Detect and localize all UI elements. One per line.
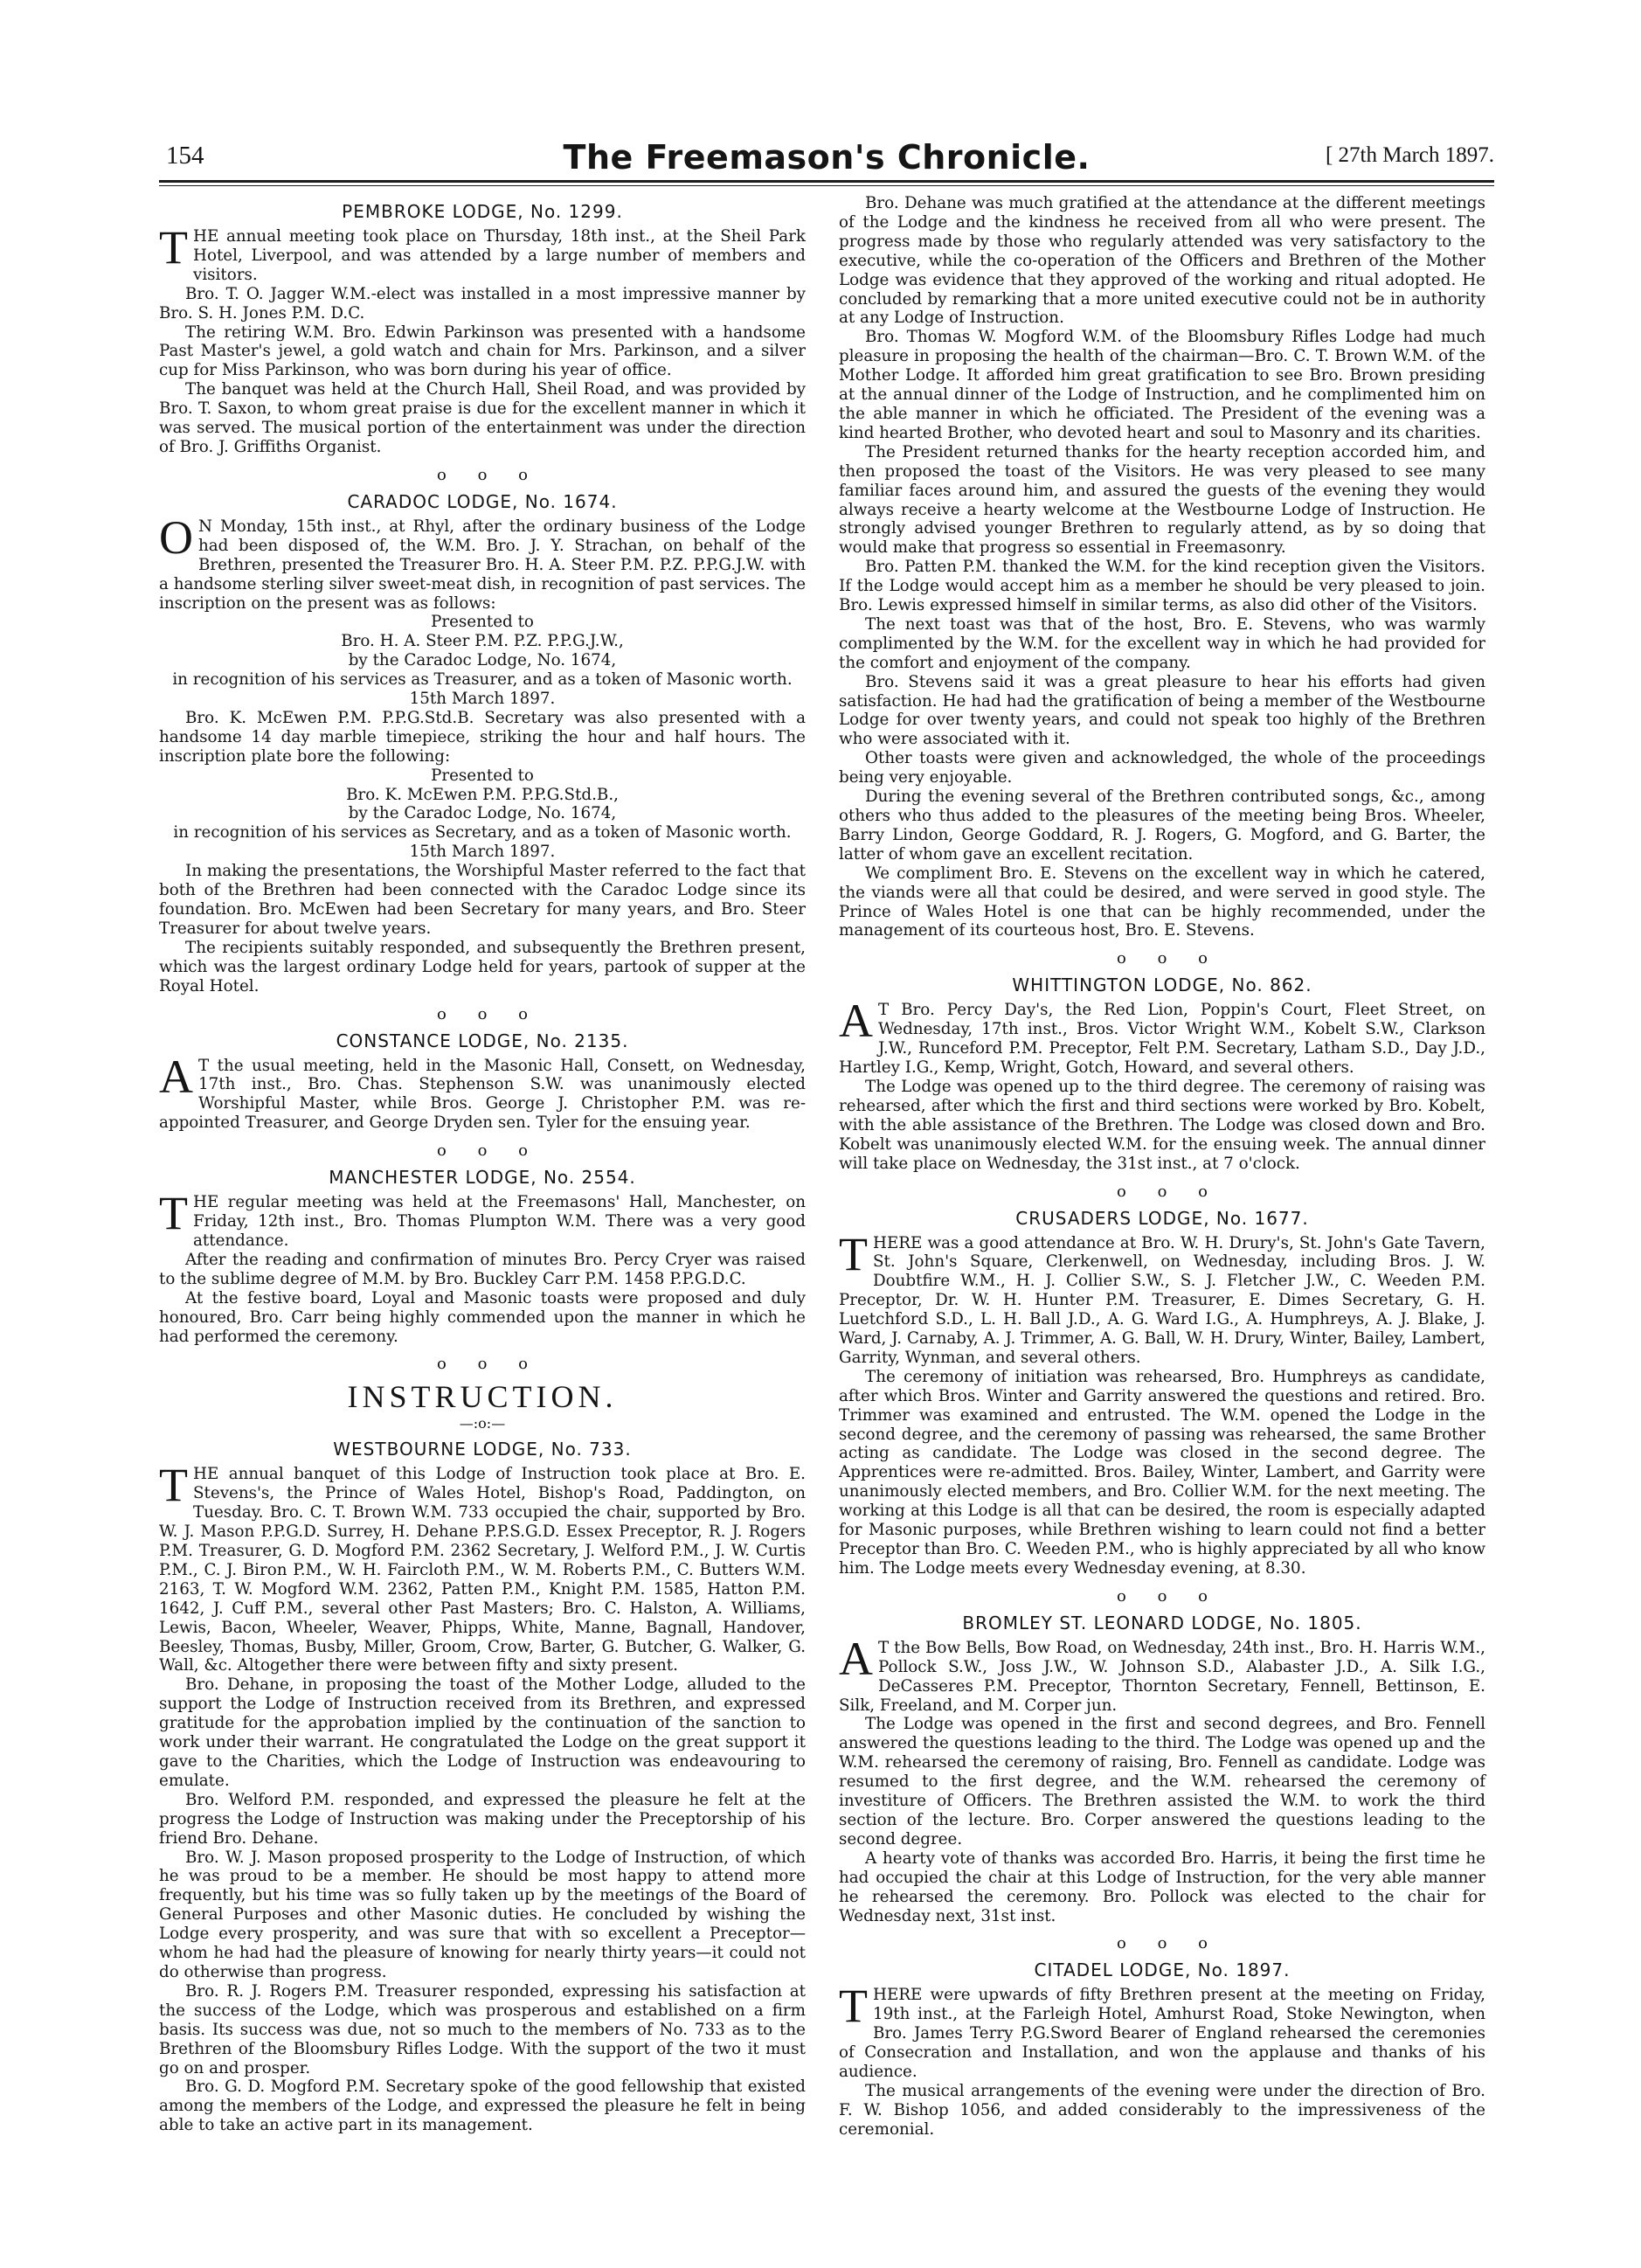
drop-cap: O (159, 510, 193, 564)
inscription-line: in recognition of his services as Treasurer, and as a token of Masonic worth. (172, 670, 793, 690)
inscription-line: 15th March 1897. (409, 843, 556, 862)
article-paragraph: Bro. Dehane was much gratified at the attendance at the different meetings of the Lodge and the kindness he received from all who were present. The progress made by those who regularly attended was very satisfactory to the executive, while the co-operation of the Officers and Brethren of the Mother Lodge was evidence that they approved of the working and ritual adopted. He concluded by remarking that a more united executive could not be in authority at any Lodge of Instruction. (839, 194, 1485, 328)
article-paragraph: After the reading and confirmation of minutes Bro. Percy Cryer was raised to the sublime degree of M.M. by Bro. Buckley Carr P.M. 1458 P.P.G.D.C. (159, 1250, 806, 1288)
article-paragraph: The Lodge was opened up to the third degree. The ceremony of raising was rehearsed, after which the first and third sections were worked by Bro. Kobelt, with the able assistance of the Brethren. The Lodge was closed down and Bro. Kobelt was unanimously elected W.M. for the ensuing week. The annual dinner will take place on Wednesday, the 31st inst., at 7 o'clock. (839, 1077, 1485, 1173)
section-separator: o o o (437, 465, 528, 484)
article-paragraph: The recipients suitably responded, and subsequently the Brethren present, which was the largest ordinary Lodge held for years, partook of supper at the Royal Hotel. (159, 938, 806, 995)
article-paragraph: The Lodge was opened in the first and second degrees, and Bro. Fennell answered the questions leading to the third. The Lodge was opened up and the W.M. rehearsed the ceremony of raising, Bro. Fennell as candidate. Lodge was resumed to the first degree, and the W.M. rehearsed the ceremony of investiture of Officers. The Brethren assisted the W.M. to work the third section of the lecture. Bro. Corper answered the questions leading to the second degree. (839, 1715, 1485, 1848)
article-paragraph: THE regular meeting was held at the Freemasons' Hall, Manchester, on Friday, 12th inst., Bro. Thomas Plumpton W.M. There was a very good attendance. (159, 1187, 806, 1250)
article-paragraph: THE annual meeting took place on Thursday, 18th inst., at the Sheil Park Hotel, Liverpool, and was attended by a large number of members and visitors. (159, 221, 806, 284)
article-paragraph: A T Bro. Percy Day's, the Red Lion, Poppin's Court, Fleet Street, on Wednesday, 17th inst., Bros. Victor Wright W.M., Kobelt S.W., Clarkson J.W., Runceford P.M. Preceptor, Felt P.M. Secretary, Latham S.D., Day J.D., Hartley I.G., Kemp, Wright, Gotch, Howard, and several others. (839, 995, 1485, 1078)
article-paragraph: Bro. Dehane, in proposing the toast of the Mother Lodge, alluded to the support the Lodge of Instruction received from its Brethren, and expressed gratitude for the approbation implied by the continuation of the sanction to work under their warrant. He congratulated the Lodge on the great support it gave to the Charities, which the Lodge of Instruction was endeavouring to emulate. (159, 1675, 806, 1790)
inscription-line: Bro. K. McEwen P.M. P.P.G.Std.B., (346, 785, 619, 804)
citadel-heading: CITADEL LODGE, No. 1897. (1034, 1959, 1291, 1981)
article-paragraph: We compliment Bro. E. Stevens on the excellent way in which he catered, the viands were all that could be desired, and were served in good style. The Prince of Wales Hotel is one that can be highly recommended, under the management of its courteous host, Bro. E. Stevens. (839, 864, 1485, 940)
article-paragraph: O N Monday, 15th inst., at Rhyl, after the ordinary business of the Lodge had been disposed of, the W.M. Bro. J. Y. Strachan, on behalf of the Brethren, presented the Treasurer Bro. H. A. Steer P.M. P.Z. P.P.G.J.W. with a handsome sterling silver sweet-meat dish, in recognition of past services. The inscription on the present was as follows: (159, 510, 807, 613)
inscription-line: Bro. H. A. Steer P.M. P.Z. P.P.G.J.W., (341, 632, 624, 651)
article-paragraph: The President returned thanks for the hearty reception accorded him, and then proposed the toast of the Visitors. He was very pleased to see many familiar faces around him, and assured the guests of the evening they would always receive a hearty welcome at the Westbourne Lodge of Instruction. He strongly advised younger Brethren to regularly attend, as by so doing that would make that progress so essential in Freemasonry. (839, 442, 1485, 558)
right-column (839, 194, 1485, 2140)
issue-date: [ 27th March 1897. (1325, 143, 1494, 167)
article-paragraph: Bro. W. J. Mason proposed prosperity to the Lodge of Instruction, of which he was proud to be a member. He should be most happy to attend more frequently, but his time was so fully taken up by the meetings of the Board of General Purposes and other Masonic duties. He concluded by wishing the Lodge every prosperity, and was sure that with so excellent a Preceptor—whom he had had the pleasure of knowing for nearly thirty years—it could not do otherwise than progress. (159, 1848, 806, 1981)
drop-cap: T (839, 1980, 868, 2033)
drop-cap: T (159, 221, 188, 274)
westbourne-heading: WESTBOURNE LODGE, No. 733. (333, 1439, 632, 1460)
page-number: 154 (166, 142, 204, 170)
article-paragraph: A T the usual meeting, held in the Masonic Hall, Consett, on Wednesday, 17th inst., Bro. Chas. Stephenson S.W. was unanimously elected Worshipful Master, while Bros. George J. Christopher P.M. was re-appointed Treasurer, and George Dryden sen. Tyler for the ensuing year. (159, 1050, 806, 1133)
article-paragraph: The retiring W.M. Bro. Edwin Parkinson was presented with a handsome Past Master's jewel, a gold watch and chain for Mrs. Parkinson, and a silver cup for Miss Parkinson, who was born during his year of office. (159, 323, 806, 380)
article-paragraph: In making the presentations, the Worshipful Master referred to the fact that both of the Brethren had been connected with the Caradoc Lodge since its foundation. Bro. McEwen had been Secretary for many years, and Bro. Steer Treasurer for about twelve years. (159, 862, 806, 938)
article-paragraph: At the festive board, Loyal and Masonic toasts were proposed and duly honoured, Bro. Carr being highly commended upon the manner in which he had performed the ceremony. (159, 1288, 806, 1346)
section-separator: o o o (437, 1141, 528, 1161)
section-separator: o o o (1117, 1182, 1208, 1201)
instruction-ornament: —:o:— (459, 1415, 506, 1432)
article-paragraph: Bro. Welford P.M. responded, and expressed the pleasure he felt at the progress the Lodge of Instruction was making under the Preceptorship of his friend Bro. Dehane. (159, 1790, 806, 1848)
article-paragraph: Bro. Stevens said it was a great pleasure to hear his efforts had given satisfaction. He had had the gratification of being a member of the Westbourne Lodge for over twenty years, and could not speak too highly of the Brethren who were associated with it. (839, 672, 1485, 749)
inscription-line: in recognition of his services as Secretary, and as a token of Masonic worth. (173, 823, 792, 843)
inscription-line: 15th March 1897. (409, 690, 556, 709)
inscription-line: Presented to (431, 766, 534, 785)
page-header (159, 140, 1494, 178)
article-paragraph: Bro. T. O. Jagger W.M.-elect was installed in a most impressive manner by Bro. S. H. Jones P.M. D.C. (159, 284, 806, 323)
article-paragraph: A T the Bow Bells, Bow Road, on Wednesday, 24th inst., Bro. H. Harris W.M., Pollock S.W., Joss J.W., W. Johnson S.D., Alabaster J.D., A. Silk I.G., DeCasseres P.M. Preceptor, Thornton Secretary, Fennell, Bettinson, E. Silk, Freeland, and M. Corper jun. (839, 1632, 1485, 1715)
article-paragraph: Other toasts were given and acknowledged, the whole of the proceedings being very enjoyable. (839, 749, 1485, 787)
instruction-title: INSTRUCTION. (347, 1379, 618, 1415)
article-paragraph: The musical arrangements of the evening were under the direction of Bro. F. W. Bishop 1056, and added considerably to the impressiveness of the ceremonial. (839, 2081, 1485, 2139)
section-separator: o o o (1117, 1934, 1208, 1953)
drop-cap: A (839, 995, 873, 1048)
section-separator: o o o (437, 1004, 528, 1023)
article-paragraph: During the evening several of the Brethren contributed songs, &c., among others who thus added to the pleasures of the meeting being Bros. Wheeler, Barry Lindon, George Goddard, R. J. Rogers, G. Mogford, and G. Barter, the latter of whom gave an excellent recitation. (839, 787, 1485, 864)
drop-cap: A (159, 1050, 193, 1103)
bromley-heading: BROMLEY ST. LEONARD LODGE, No. 1805. (962, 1612, 1362, 1633)
crusaders-heading: CRUSADERS LODGE, No. 1677. (1015, 1207, 1309, 1229)
article-paragraph: Bro. K. McEwen P.M. P.P.G.Std.B. Secretary was also presented with a handsome 14 day marble timepiece, striking the hour and half hours. The inscription plate bore the following: (159, 708, 806, 766)
article-paragraph: Bro. Patten P.M. thanked the W.M. for the kind reception given the Visitors. If the Lodge would accept him as a member he should be very pleased to join. Bro. Lewis expressed himself in similar terms, as also did other of the Visitors. (839, 558, 1485, 615)
article-paragraph: The banquet was held at the Church Hall, Sheil Road, and was provided by Bro. T. Saxon, to whom great praise is due for the excellent manner in which it was served. The musical portion of the entertainment was under the direction of Bro. J. Griffiths Organist. (159, 380, 806, 456)
article-paragraph: The next toast was that of the host, Bro. E. Stevens, who was warmly complimented by the W.M. for the excellent way in which he had provided for the comfort and enjoyment of the company. (839, 614, 1485, 672)
drop-cap: T (839, 1227, 868, 1280)
header-rule-thin (159, 185, 1494, 186)
caradoc-heading: CARADOC LODGE, No. 1674. (347, 490, 618, 512)
pembroke-heading: PEMBROKE LODGE, No. 1299. (342, 201, 623, 222)
article-paragraph: Bro. R. J. Rogers P.M. Treasurer responded, expressing his satisfaction at the success of the Lodge, which was prosperous and established on a firm basis. Its success was due, not so much to the members of No. 733 as to the Brethren of the Bloomsbury Rifles Lodge. With the support of the two it must go on and prosper. (159, 1981, 806, 2077)
section-separator: o o o (437, 1355, 528, 1374)
article-paragraph: THE annual banquet of this Lodge of Instruction took place at Bro. E. Stevens's, the Prince of Wales Hotel, Bishop's Road, Paddington, on Tuesday. Bro. C. T. Brown W.M. 733 occupied the chair, supported by Bro. W. J. Mason P.P.G.D. Surrey, H. Dehane P.P.S.G.D. Essex Preceptor, R. J. Rogers P.M. Treasurer, G. D. Mogford P.M. 2362 Secretary, J. Welford P.M., J. W. Curtis P.M., C. J. Biron P.M., W. H. Faircloth P.M., W. M. Roberts P.M., C. Butters W.M. 2163, T. W. Mogford W.M. 2362, Patten P.M., Knight P.M. 1585, Hatton P.M. 1642, J. Cuff P.M., several other Past Masters; Bro. C. Halston, A. Williams, Lewis, Bacon, Wheeler, Weaver, Phipps, White, Manne, Bagnall, Handover, Beesley, Thomas, Busby, Miller, Groom, Crow, Barter, G. Butcher, G. Walker, G. Wall, &c. Altogether there were between fifty and sixty present. (159, 1459, 806, 1675)
manchester-heading: MANCHESTER LODGE, No. 2554. (329, 1167, 636, 1189)
drop-cap: T (159, 1187, 188, 1240)
article-paragraph: The ceremony of initiation was rehearsed, Bro. Humphreys as candidate, after which Bros. Winter and Garrity answered the questions and retired. Bro. Trimmer was examined and entrusted. The W.M. opened the Lodge in the second degree, and the ceremony of passing was rehearsed, the same Brother acting as candidate. The Lodge was closed in the second degree. The Apprentices were re-admitted. Bros. Bailey, Winter, Lambert, and Garrity were unanimously elected members, and Bro. Collier W.M. for the next meeting. The working at this Lodge is all that can be desired, the room is especially adapted for Masonic purposes, while Brethren wishing to learn could not find a better Preceptor than Bro. C. Weeden P.M., who is highly appreciated by all who know him. The Lodge meets every Wednesday evening, at 8.30. (839, 1367, 1485, 1578)
constance-heading: CONSTANCE LODGE, No. 2135. (336, 1030, 629, 1051)
article-paragraph: THERE was a good attendance at Bro. W. H. Drury's, St. John's Gate Tavern, St. John's Square, Clerkenwell, on Wednesday, including Bros. J. W. Doubtfire W.M., H. J. Collier S.W., S. J. Fletcher J.W., C. Weeden P.M. Preceptor, Dr. W. H. Hunter P.M. Treasurer, E. Dimes Secretary, G. H. Luetchford S.D., L. H. Ball J.D., A. G. Ward I.G., A. Humphreys, A. J. Blake, J. Ward, J. Carnaby, A. J. Trimmer, A. G. Ball, W. H. Drury, Winter, Bailey, Lambert, Garrity, Wynman, and several others. (839, 1227, 1485, 1367)
article-paragraph: Bro. Thomas W. Mogford W.M. of the Bloomsbury Rifles Lodge had much pleasure in proposing the health of the chairman—Bro. C. T. Brown W.M. of the Mother Lodge. It afforded him great gratification to see Bro. Brown presiding at the annual dinner of the Lodge of Instruction, and he complimented him on the able manner in which he officiated. The President of the evening was a kind hearted Brother, who devoted heart and soul to Masonry and its charities. (839, 328, 1485, 442)
masthead-title: The Freemason's Chronicle. (563, 138, 1091, 177)
article-paragraph: A hearty vote of thanks was accorded Bro. Harris, it being the first time he had occupied the chair at this Lodge of Instruction, for the very able manner he rehearsed the ceremony. Bro. Pollock was elected to the chair for Wednesday next, 31st inst. (839, 1848, 1485, 1925)
section-separator: o o o (1117, 949, 1208, 968)
section-separator: o o o (1117, 1586, 1208, 1606)
whittington-heading: WHITTINGTON LODGE, No. 862. (1012, 974, 1312, 996)
left-column (159, 194, 806, 2135)
inscription-line: by the Caradoc Lodge, No. 1674, (348, 651, 617, 670)
article-paragraph: Bro. G. D. Mogford P.M. Secretary spoke of the good fellowship that existed among the members of the Lodge, and expressed the pleasure he felt in being able to take an active part in its management. (159, 2077, 806, 2135)
header-rule (159, 180, 1494, 183)
article-paragraph: THERE were upwards of fifty Brethren present at the meeting on Friday, 19th inst., at the Farleigh Hotel, Amhurst Road, Stoke Newington, when Bro. James Terry P.G.Sword Bearer of England rehearsed the ceremonies of Consecration and Installation, and won the applause and thanks of his audience. (839, 1980, 1485, 2082)
drop-cap: A (839, 1632, 873, 1685)
drop-cap: T (159, 1459, 188, 1512)
inscription-line: Presented to (431, 613, 534, 632)
inscription-line: by the Caradoc Lodge, No. 1674, (348, 804, 617, 823)
